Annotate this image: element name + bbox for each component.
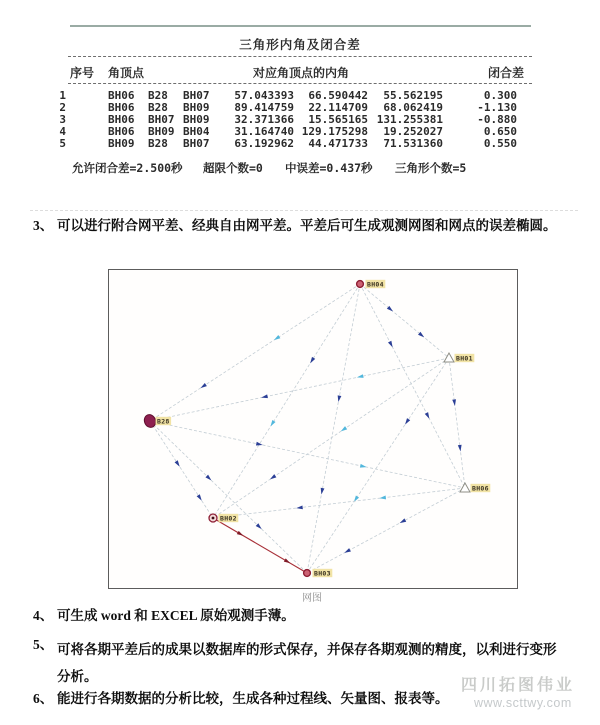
cell-vertex: BH07 xyxy=(183,89,210,102)
network-diagram xyxy=(108,269,518,589)
direction-arrow-icon xyxy=(269,474,277,481)
node-label: BH02 xyxy=(220,514,237,523)
cell-angle: 129.175298 xyxy=(301,125,368,138)
cell-seq: 3 xyxy=(59,113,66,126)
direction-arrow-icon xyxy=(336,395,341,402)
network-edge xyxy=(150,421,307,573)
cell-closure: -1.130 xyxy=(477,101,517,114)
item-text: 能进行各期数据的分析比较，生成各种过程线、矢量图、报表等。 xyxy=(57,691,449,706)
feature-item-3 xyxy=(33,217,578,235)
col-header-closure: 闭合差 xyxy=(488,66,525,80)
cell-seq: 4 xyxy=(59,125,66,138)
cell-vertex: B28 xyxy=(148,137,168,150)
node-label: B28 xyxy=(157,417,170,426)
col-header-vertices: 角顶点 xyxy=(108,66,145,80)
cell-angle: 32.371366 xyxy=(234,113,294,126)
network-node-B28 xyxy=(142,413,171,429)
cell-angle: 44.471733 xyxy=(308,137,368,150)
item-text: 可以进行附合网平差、经典自由网平差。平差后可生成观测网图和网点的误差椭圆。 xyxy=(57,218,557,233)
direction-arrow-icon xyxy=(399,518,407,524)
top-horizontal-rule xyxy=(70,25,531,27)
cell-seq: 2 xyxy=(59,101,66,114)
col-header-seq: 序号 xyxy=(70,66,95,80)
dashed-separator xyxy=(68,56,532,57)
table-row xyxy=(0,113,600,125)
cell-vertex: BH06 xyxy=(108,125,135,138)
network-edge xyxy=(360,284,449,358)
summary-allowed-closure: 允许闭合差=2.500秒 xyxy=(72,161,183,175)
direction-arrow-icon xyxy=(197,494,204,502)
network-node-BH06 xyxy=(460,483,490,493)
cell-vertex: BH04 xyxy=(183,125,210,138)
cell-angle: 68.062419 xyxy=(383,101,443,114)
item-number: 5、 xyxy=(33,637,54,652)
item-number: 6、 xyxy=(33,691,54,706)
network-node-BH03 xyxy=(304,569,333,578)
direction-arrow-icon xyxy=(352,496,359,504)
summary-rms-error: 中误差=0.437秒 xyxy=(285,161,373,175)
network-edge xyxy=(307,284,360,573)
dashed-separator xyxy=(68,83,532,84)
cell-vertex: BH07 xyxy=(148,113,175,126)
direction-arrow-icon xyxy=(388,341,394,349)
table-row xyxy=(0,125,600,137)
dashed-separator xyxy=(30,210,578,211)
direction-arrow-icon xyxy=(458,445,463,452)
item-number: 3、 xyxy=(33,218,54,233)
network-edge xyxy=(213,488,465,518)
direction-arrow-icon xyxy=(340,426,348,433)
network-edge xyxy=(150,284,360,421)
cell-angle: 57.043393 xyxy=(234,89,294,102)
cell-closure: 0.300 xyxy=(483,89,517,102)
table-row xyxy=(0,101,600,113)
cell-angle: 71.531360 xyxy=(383,137,443,150)
direction-arrow-icon xyxy=(403,418,410,426)
network-edge xyxy=(150,421,465,488)
network-diagram-svg xyxy=(109,270,517,588)
direction-arrow-icon xyxy=(284,558,292,565)
item-number: 4、 xyxy=(33,608,54,623)
node-label: BH01 xyxy=(456,354,473,363)
cell-angle: 31.164740 xyxy=(234,125,294,138)
cell-angle: 89.414759 xyxy=(234,101,294,114)
cell-vertex: BH06 xyxy=(108,113,135,126)
summary-exceed-count: 超限个数=0 xyxy=(203,161,263,175)
network-edge xyxy=(213,284,360,518)
direction-arrow-icon xyxy=(175,460,182,468)
cell-seq: 5 xyxy=(59,137,66,150)
cell-angle: 22.114709 xyxy=(308,101,368,114)
cell-closure: 0.650 xyxy=(483,125,517,138)
direction-arrow-icon xyxy=(360,464,367,469)
cell-vertex: BH09 xyxy=(148,125,175,138)
node-label: BH03 xyxy=(314,569,331,578)
network-edge xyxy=(307,488,465,573)
cell-vertex: BH07 xyxy=(183,137,210,150)
item-text-line2: 分析。 xyxy=(57,669,98,684)
cell-seq: 1 xyxy=(59,89,66,102)
cell-vertex: BH06 xyxy=(108,89,135,102)
cell-vertex: B28 xyxy=(148,101,168,114)
item-text: 可生成 word 和 EXCEL 原始观测手薄。 xyxy=(57,608,295,623)
cell-angle: 15.565165 xyxy=(308,113,368,126)
cell-angle: 55.562195 xyxy=(383,89,443,102)
item-text-line1: 可将各期平差后的成果以数据库的形式保存，并保存各期观测的精度，以利进行变形 xyxy=(57,642,557,657)
direction-arrow-icon xyxy=(269,420,276,428)
direction-arrow-icon xyxy=(273,335,281,342)
network-edge xyxy=(307,358,449,573)
direction-arrow-icon xyxy=(237,531,245,538)
report-header-row xyxy=(0,64,600,78)
cell-angle: 66.590442 xyxy=(308,89,368,102)
direction-arrow-icon xyxy=(296,505,303,510)
direction-arrow-icon xyxy=(199,383,207,390)
report-title: 三角形内角及闭合差 xyxy=(239,37,361,52)
cell-closure: -0.880 xyxy=(477,113,517,126)
watermark-company: 四川拓图伟业 xyxy=(461,677,576,694)
cell-vertex: B28 xyxy=(148,89,168,102)
cell-vertex: BH09 xyxy=(183,101,210,114)
cell-angle: 131.255381 xyxy=(376,113,443,126)
network-edge xyxy=(360,284,465,488)
direction-arrow-icon xyxy=(425,412,431,420)
cell-angle: 19.252027 xyxy=(383,125,443,138)
summary-triangle-count: 三角形个数=5 xyxy=(395,161,467,175)
cell-closure: 0.550 xyxy=(483,137,517,150)
network-node-BH01 xyxy=(444,353,474,363)
cell-vertex: BH09 xyxy=(183,113,210,126)
cell-vertex: BH09 xyxy=(108,137,135,150)
direction-arrow-icon xyxy=(356,374,363,379)
network-node-BH02 xyxy=(209,514,238,523)
network-node-BH04 xyxy=(357,280,386,289)
network-edge xyxy=(150,358,449,421)
cell-angle: 63.192962 xyxy=(234,137,294,150)
node-label: BH04 xyxy=(367,280,384,289)
cell-vertex: BH06 xyxy=(108,101,135,114)
direction-arrow-icon xyxy=(309,357,316,365)
direction-arrow-icon xyxy=(343,548,351,554)
table-row xyxy=(0,89,600,101)
table-row xyxy=(0,137,600,149)
direction-arrow-icon xyxy=(320,488,325,495)
watermark-url: www.scttwy.com xyxy=(474,696,572,710)
col-header-angles: 对应角顶点的内角 xyxy=(253,66,350,80)
direction-arrow-icon xyxy=(261,394,268,399)
diagram-caption: 网图 xyxy=(302,593,322,604)
feature-item-4 xyxy=(33,607,578,625)
network-edge xyxy=(150,421,213,518)
network-edge xyxy=(449,358,465,488)
node-label: BH06 xyxy=(472,484,489,493)
report-summary xyxy=(0,160,600,176)
direction-arrow-icon xyxy=(256,442,263,447)
